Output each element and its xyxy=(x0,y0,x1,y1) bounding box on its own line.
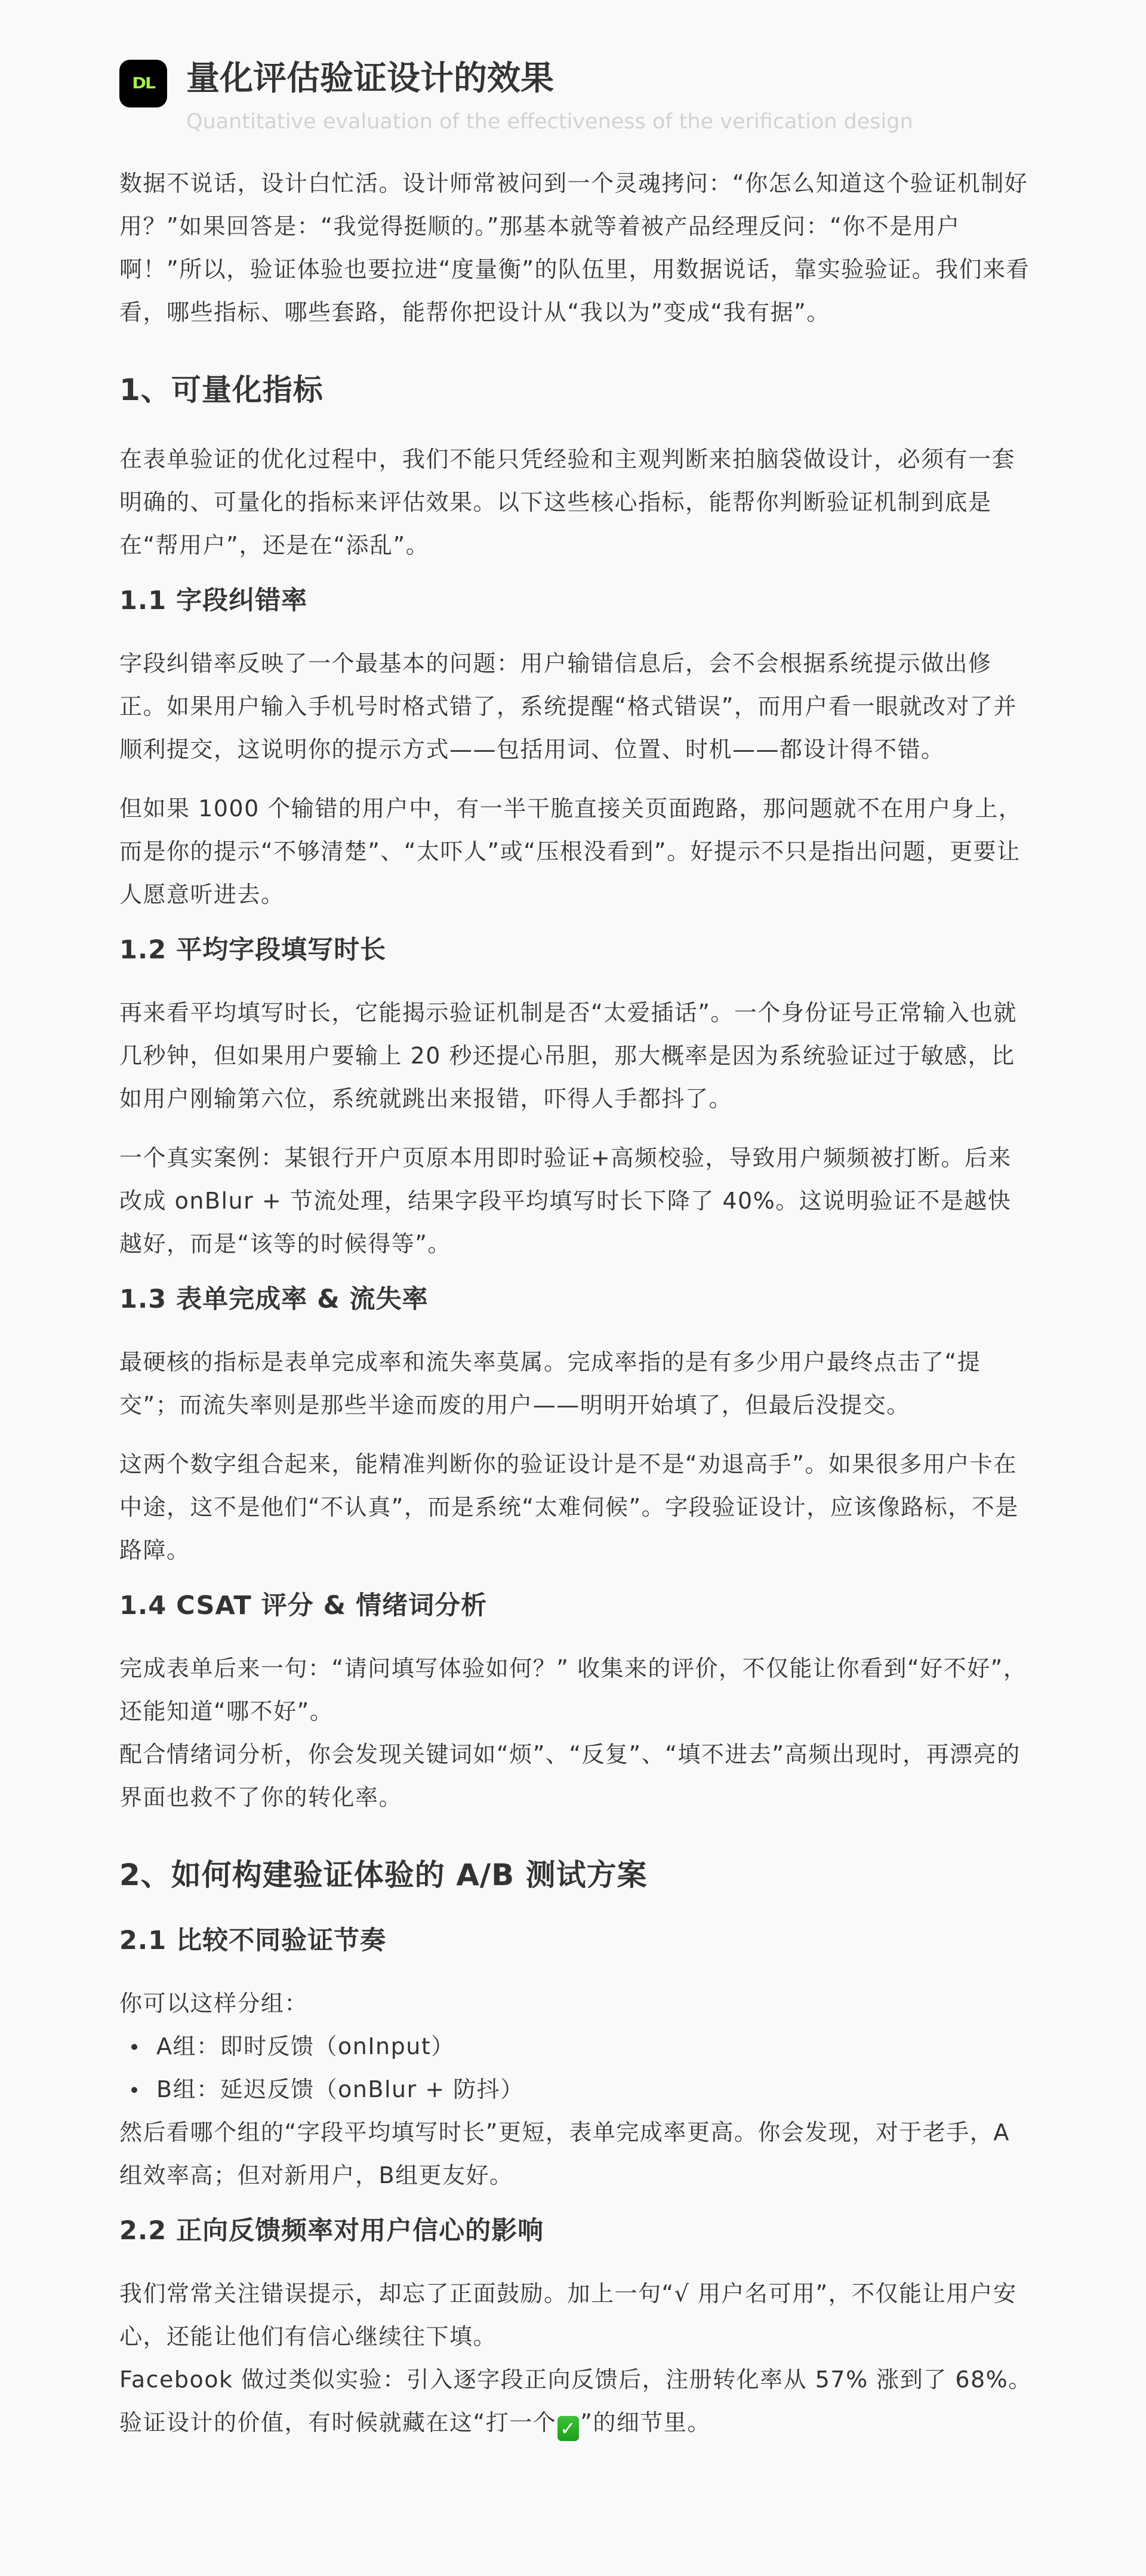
paragraph: 这两个数字组合起来，能精准判断你的验证设计是不是“劝退高手”。如果很多用户卡在中途，这不是他们“不认真”，而是系统“太难伺候”。字段验证设计，应该像路标，不是路障。 xyxy=(119,1451,1019,1563)
paragraph: 最硬核的指标是表单完成率和流失率莫属。完成率指的是有多少用户最终点击了“提交”；而流失率则是那些半途而废的用户——明明开始填了，但最后没提交。 xyxy=(119,1349,981,1418)
paragraph: 配合情绪词分析，你会发现关键词如“烦”、“反复”、“填不进去”高频出现时，再漂亮的界面也救不了你的转化率。 xyxy=(119,1741,1021,1810)
subsection-heading: 2.2 正向反馈频率对用户信心的影响 xyxy=(119,2216,544,2246)
subsection-heading: 1.2 平均字段填写时长 xyxy=(119,935,387,965)
paragraph: Facebook 做过类似实验：引入逐字段正向反馈后，注册转化率从 57% 涨到了 68%。 xyxy=(119,2366,1032,2393)
paragraph: 然后看哪个组的“字段平均填写时长”更短，表单完成率更高。你会发现，对于老手，A组效率高；但对新用户，B组更友好。 xyxy=(119,2119,1010,2188)
bullet-icon xyxy=(131,2087,137,2093)
list-item xyxy=(119,2068,1033,2111)
paragraph: 再来看平均填写时长，它能揭示验证机制是否“太爱插话”。一个身份证号正常输入也就几秒钟，但如果用户要输上 20 秒还提心吊胆，那大概率是因为系统验证过于敏感，比如用户刚输第六位，系统就跳出来报错，吓得人手都抖了。 xyxy=(119,1000,1017,1112)
article-header xyxy=(119,60,1033,136)
subsection-heading: 1.1 字段纠错率 xyxy=(119,586,308,616)
page-subtitle: Quantitative evaluation of the effectiveness of the verification design xyxy=(186,110,913,134)
list-item-text: A组：即时反馈（onInput） xyxy=(156,2033,455,2059)
section-ab-testing xyxy=(119,1853,1033,2444)
list-item-text: B组：延迟反馈（onBlur + 防抖） xyxy=(156,2076,524,2102)
list-item xyxy=(119,2025,1033,2068)
article-body xyxy=(119,162,1033,2444)
section-heading: 2、如何构建验证体验的 A/B 测试方案 xyxy=(119,1858,648,1892)
subsection-heading: 1.3 表单完成率 & 流失率 xyxy=(119,1284,429,1314)
section-quantifiable-metrics xyxy=(119,368,1033,1819)
logo-icon: DL xyxy=(132,75,155,93)
paragraph: 完成表单后来一句：“请问填写体验如何？” 收集来的评价，不仅能让你看到“好不好”，还能知道“哪不好”。 xyxy=(119,1655,1027,1724)
paragraph: 但如果 1000 个输错的用户中，有一半干脆直接关页面跑路，那问题就不在用户身上，而是你的提示“不够清楚”、“太吓人”或“压根没看到”。好提示不只是指出问题，更要让人愿意听进去。 xyxy=(119,795,1022,908)
intro-paragraph: 数据不说话，设计白忙活。设计师常被问到一个灵魂拷问：“你怎么知道这个验证机制好用？”如果回答是：“我觉得挺顺的。”那基本就等着被产品经理反问：“你不是用户啊！”所以，验证体验也要拉进“度量衡”的队伍里，用数据说话，靠实验验证。我们来看看，哪些指标、哪些套路，能帮你把设计从“我以为”变成“我有据”。 xyxy=(119,170,1030,325)
paragraph: 字段纠错率反映了一个最基本的问题：用户输错信息后，会不会根据系统提示做出修正。如果用户输入手机号时格式错了，系统提醒“格式错误”，而用户看一眼就改对了并顺利提交，这说明你的提示方式——包括用词、位置、时机——都设计得不错。 xyxy=(119,650,1017,763)
subsection-heading: 2.1 比较不同验证节奏 xyxy=(119,1926,387,1956)
section-heading: 1、可量化指标 xyxy=(119,373,324,407)
paragraph: 一个真实案例：某银行开户页原本用即时验证+高频校验，导致用户频频被打断。后来改成 onBlur + 节流处理，结果字段平均填写时长下降了 40%。这说明验证不是越快越好，而是“该等的时候得等”。 xyxy=(119,1145,1012,1257)
bullet-icon xyxy=(131,2044,137,2050)
subsection-heading: 1.4 CSAT 评分 & 情绪词分析 xyxy=(119,1591,488,1621)
paragraph: 你可以这样分组： xyxy=(119,1990,309,2016)
closing-text-before: 验证设计的价值，有时候就藏在这“打一个 xyxy=(119,2409,557,2436)
article xyxy=(119,60,1033,2460)
bullet-list xyxy=(119,2025,1033,2111)
paragraph: 我们常常关注错误提示，却忘了正面鼓励。加上一句“√ 用户名可用”，不仅能让用户安心，还能让他们有信心继续往下填。 xyxy=(119,2280,1017,2350)
closing-paragraph xyxy=(119,2401,1033,2444)
closing-text-after: ”的细节里。 xyxy=(580,2409,711,2436)
page-title: 量化评估验证设计的效果 xyxy=(186,59,554,98)
section-intro: 在表单验证的优化过程中，我们不能只凭经验和主观判断来拍脑袋做设计，必须有一套明确的、可量化的指标来评估效果。以下这些核心指标，能帮你判断验证机制到底是在“帮用户”，还是在“添乱”。 xyxy=(119,446,1016,558)
brand-logo xyxy=(119,60,167,107)
check-mark-icon: ✓ xyxy=(557,2416,579,2441)
